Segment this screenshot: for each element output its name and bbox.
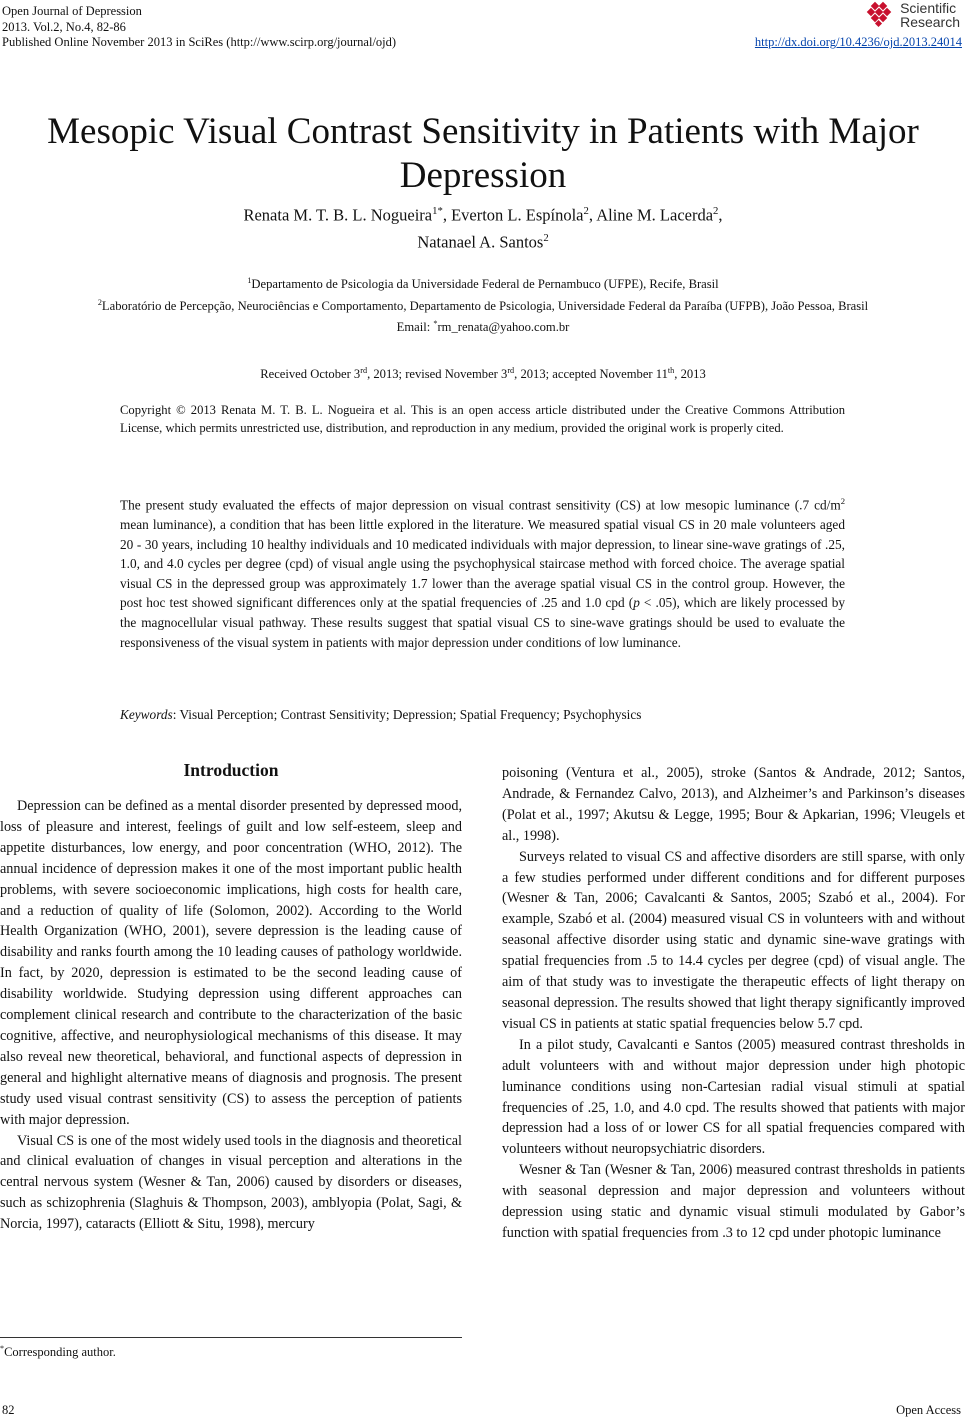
footnote-divider	[0, 1337, 462, 1338]
email-sup: *	[433, 319, 438, 329]
author-3: , Aline M. Lacerda	[588, 205, 714, 225]
affiliation-2: Laboratório de Percepção, Neurociências e Comportamento, Departamento de Psicologia, Universidade Federal da Paraíba (UFPB), João Pessoa, Brasil	[101, 298, 869, 313]
keywords-text: : Visual Perception; Contrast Sensitivity; Depression; Spatial Frequency; Psychophysics	[172, 707, 642, 722]
abstract-part-2: mean luminance), a condition that has been little explored in the literature. We measured spatial visual CS in 20 male volunteers aged 20 - 30 years, including 10 healthy individuals and 10 medicated individuals with major depression, to linear sine-wave gratings of .25, 1.0, and 4.0 cycles per degree (cpd) of visual angle using the psychophysical staircase method with forced choice. The average spatial visual CS in the depressed group was approximately 1.7 lower than the average spatial visual CS in the control group. However, the post hoc test showed significant differences only at the spatial frequencies of .25 and 1.0 cpd (	[120, 517, 845, 611]
paragraph: Wesner & Tan (Wesner & Tan, 2006) measured contrast thresholds in patients with seasonal depression and major depression and volunteers without depression using static and dynamic visual stimuli modulated by Gabor’s function with spatial frequencies from .3 to 12 cpd under photopic luminance	[502, 1162, 965, 1241]
date-revised: , 2013; revised November 3	[367, 367, 508, 382]
author-3-tail: ,	[718, 205, 723, 225]
affiliations	[60, 272, 906, 337]
author-4: Natanael A. Santos	[417, 232, 544, 251]
author-1: Renata M. T. B. L. Nogueira	[243, 205, 433, 225]
date-tail: , 2013	[674, 367, 706, 382]
abstract-part-1: The present study evaluated the effects of major depression on visual contrast sensitivity (CS) at low mesopic luminance (.7 cd/m	[120, 497, 841, 513]
paragraph: Surveys related to visual CS and affective disorders are still sparse, with only a few studies performed under different conditions and for different purposes (Wesner & Tan, 2006; Cavalcanti & Santos, 2005; Szabó et al., 2004). For example, Szabó et al. (2004) measured visual CS in volunteers with and without seasonal affective disorder using static and dynamic sine-wave gratings with spatial frequencies from .5 to 14.4 cycles per degree (cpd) of visual angle. The aim of that study was to investigate the therapeutic effects of light therapy on seasonal depression. The results showed that light therapy significantly improved visual CS in patients at static spatial frequencies below 5.7 cpd.	[502, 848, 965, 1032]
footnote-sup: *	[0, 1344, 5, 1353]
affiliation-2-sup: 2	[97, 297, 102, 307]
author-2-sup: 2	[583, 205, 589, 217]
doi-link[interactable]: http://dx.doi.org/10.4236/ojd.2013.24014	[754, 35, 962, 49]
email-label: Email:	[396, 320, 434, 335]
author-3-sup: 2	[713, 205, 719, 217]
paragraph: Visual CS is one of the most widely used tools in the diagnosis and theoretical and clinical evaluation of changes in visual perception and alterations in the central nervous system (Wesner & Tan, 2006) caused by disorders or diseases, such as schizophrenia (Slaghuis & Thompson, 2003), amblyopia (Polat, Sagi, & Norcia, 1997), cataracts (Elliott & Situ, 1998), mercury	[0, 1132, 462, 1233]
abstract-sup: 2	[840, 496, 845, 506]
date-revised-sup: rd	[507, 366, 515, 375]
author-2: , Everton L. Espínola	[442, 205, 584, 225]
page-number: 82	[2, 1403, 15, 1417]
publication-info: Published Online November 2013 in SciRes (http://www.scirp.org/journal/ojd)	[2, 35, 397, 49]
footnote	[0, 1344, 116, 1360]
logo-text-line1: Scientific	[900, 0, 957, 16]
abstract-part-3: < .05), which are likely processed by the magnocellular visual pathway. These results suggest that spatial visual CS to sine-wave gratings should be used to evaluate the responsiveness of the visual system in patients with major depression under conditions of low luminance.	[120, 595, 845, 650]
article-dates	[60, 366, 906, 382]
keywords-label: Keywords	[120, 707, 173, 722]
date-received: Received October 3	[260, 367, 361, 382]
date-accepted: , 2013; accepted November 11	[514, 367, 668, 382]
author-1-sup: 1*	[432, 205, 443, 217]
date-received-sup: rd	[360, 366, 368, 375]
paragraph: Depression can be defined as a mental disorder presented by depressed mood, loss of pleasure and interest, feelings of guilt and low self-esteem, sleep and appetite disturbances, low energy, and poor concentration (WHO, 2012). The annual incidence of depression makes it one of the most important public health problems, with severe socioeconomic implications, high costs for health care, and a reduction of quality of life (Solomon, 2002). According to the World Health Organization (WHO, 2001), severe depression is the leading cause of disability and ranks fourth among the 10 leading causes of pathology worldwide. In fact, by 2020, depression is estimated to be the second leading cause of disability worldwide. Studying depression using different approaches can complement clinical research and contribute to the characterization of the basic cognitive, affective, and neurophysiological mechanisms of this disease. It may also reveal new theoretical, behavioral, and functional aspects of depression in general and highlight alternative means of diagnosis and prognosis. The present study used visual contrast sensitivity (CS) to assess the perception of patients with major depression.	[0, 798, 462, 1128]
paragraph: In a pilot study, Cavalcanti e Santos (2005) measured contrast thresholds in adult volunteers with and without major depression under high photopic luminance conditions using non-Cartesian radial visual stimuli at spatial frequencies of .25, 1.0, and 4.0 cpd. The results showed that patients with major depression had a loss of or lower CS for all spatial frequencies compared with volunteers without neuropsychiatric disorders.	[502, 1036, 965, 1158]
date-accepted-sup: th	[667, 366, 675, 375]
publisher-logo	[864, 1, 960, 29]
author-4-sup: 2	[543, 231, 549, 244]
publisher-logo-icon	[864, 1, 898, 29]
footnote-text: Corresponding author.	[4, 1345, 116, 1360]
author-list	[60, 200, 906, 253]
open-access-label: Open Access	[896, 1403, 961, 1417]
logo-text-line2: Research	[900, 14, 960, 30]
abstract-p-italic: p	[633, 595, 640, 611]
abstract	[120, 492, 845, 652]
paragraph: poisoning (Ventura et al., 2005), stroke (Santos & Andrade, 2012; Santos, Andrade, & Fernandez Calvo, 2013), and Alzheimer’s and Parkinson’s diseases (Polat et al., 1997; Akutsu & Legge, 1995; Bour & Apkarian, 1996; Vleugels et al., 1998).	[502, 765, 965, 844]
journal-name: Open Journal of Depression	[2, 4, 142, 18]
left-column	[0, 796, 462, 1235]
journal-volume: 2013. Vol.2, No.4, 82-86	[2, 19, 126, 34]
right-column	[502, 763, 965, 1244]
paper-title: Mesopic Visual Contrast Sensitivity in Patients with Major Depression	[47, 111, 919, 196]
section-heading-introduction: Introduction	[183, 760, 279, 780]
affiliation-1: Departamento de Psicologia da Universidade Federal de Pernambuco (UFPE), Recife, Brasil	[251, 277, 719, 292]
keywords	[120, 707, 845, 723]
email-address[interactable]: rm_renata@yahoo.com.br	[437, 320, 570, 335]
journal-header	[2, 4, 396, 51]
affiliation-1-sup: 1	[247, 276, 252, 285]
copyright-notice: Copyright © 2013 Renata M. T. B. L. Nogueira et al. This is an open access article distributed under the Creative Commons Attribution License, which permits unrestricted use, distribution, and reproduction in any medium, provided the original work is properly cited.	[120, 403, 845, 435]
